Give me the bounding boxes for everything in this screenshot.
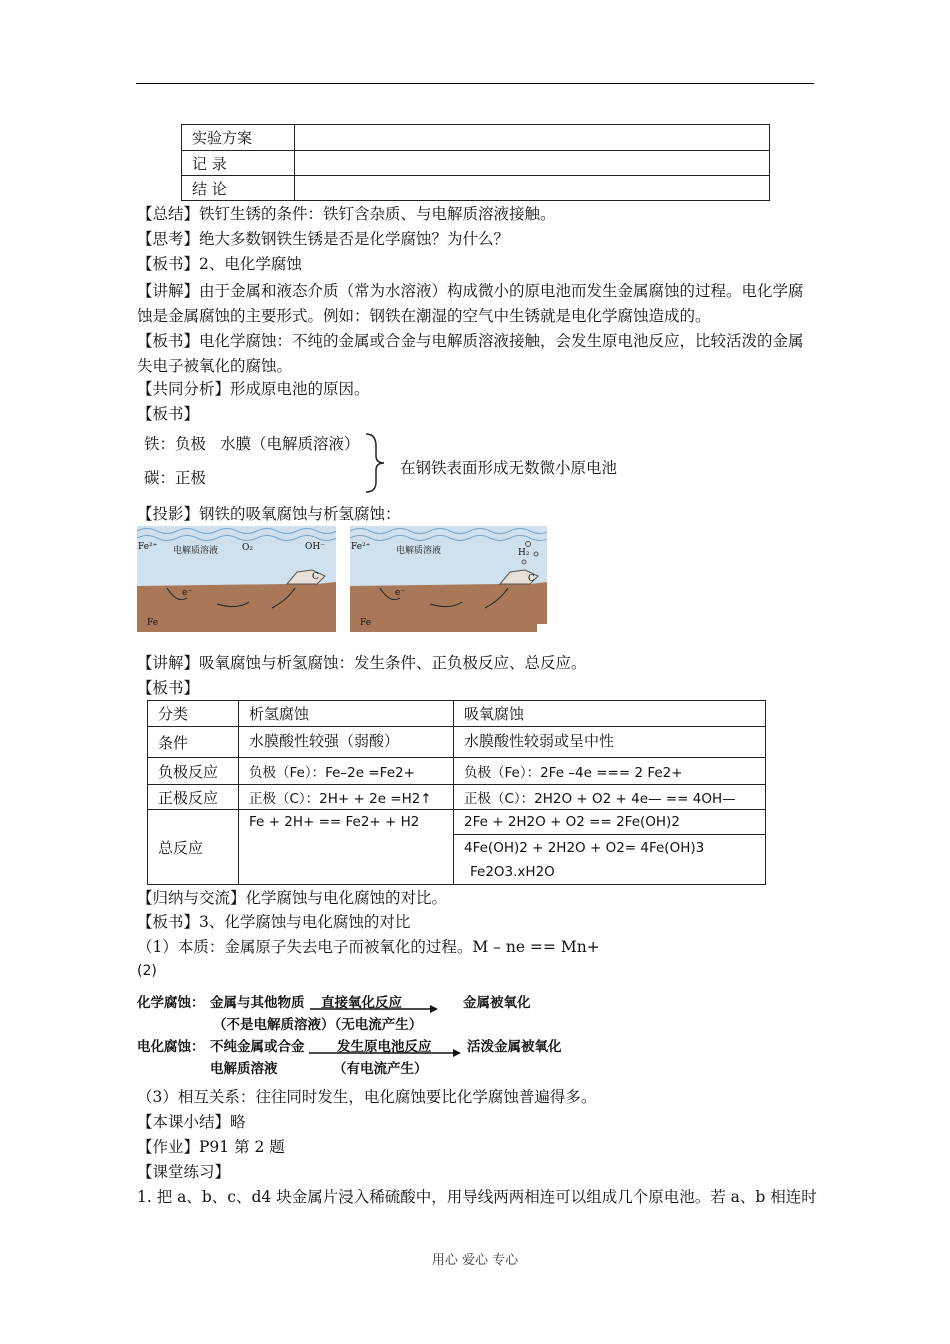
total-hydrogen: Fe + 2H+ == Fe2+ + H2 [239, 810, 454, 885]
oxygen-corrosion-image [137, 526, 336, 632]
total-oxygen-rest [454, 835, 766, 885]
solution-label-left: 电解质溶液 [173, 546, 219, 556]
chem-result-text: 金属被氧化 [463, 995, 531, 1011]
header-rule [136, 83, 814, 84]
think-line: 【思考】绝大多数钢铁生锈是否是化学腐蚀？为什么？ [137, 230, 510, 248]
elec-left-text-2: 电解质溶液 [210, 1061, 278, 1077]
exp-label-record: 记 录 [182, 151, 295, 176]
total-oxygen-2: 4Fe(OH)2 + 2H2O + O2= 4Fe(OH)3 [464, 839, 705, 856]
induce-line: 【归纳与交流】化学腐蚀与电化腐蚀的对比。 [137, 889, 448, 907]
projection-line: 【投影】钢铁的吸氧腐蚀与析氢腐蚀： [137, 505, 401, 523]
total-label: 总反应 [148, 810, 239, 885]
o2-label: O₂ [242, 543, 253, 553]
elec-left-text: 不纯金属或合金 [210, 1039, 305, 1055]
positive-hydrogen: 正极（C）：2H+ + 2e =H2↑ [239, 785, 454, 810]
iron-negative-label: 铁：负极 [144, 435, 207, 453]
oh-label: OH⁻ [305, 542, 325, 552]
corrosion-comparison-table [147, 700, 766, 885]
fe-label-right: Fe [360, 618, 372, 628]
water-film-label: 水膜（电解质溶液） [220, 435, 360, 453]
electron-label-left: e⁻ [182, 588, 193, 598]
exp-label-plan: 实验方案 [182, 125, 295, 151]
relation-line: （3）相互关系：往往同时发生，电化腐蚀要比化学腐蚀普遍得多。 [137, 1088, 597, 1106]
solution-label-right: 电解质溶液 [396, 546, 442, 556]
experiment-table [181, 124, 770, 201]
header-category: 分类 [148, 701, 239, 727]
board-paragraph-2: 【板书】电化学腐蚀：不纯的金属或合金与电解质溶液接触，会发生原电池反应，比较活泼的金属失电子被氧化的腐蚀。 [137, 332, 804, 375]
summary-line: 【总结】铁钉生锈的条件：铁钉含杂质、与电解质溶液接触。 [137, 205, 556, 223]
elec-arrow-text: 发生原电池反应 [337, 1039, 432, 1055]
positive-label: 正极反应 [148, 785, 239, 810]
curly-brace-icon [362, 432, 392, 494]
negative-hydrogen: 负极（Fe）：Fe–2e =Fe2+ [239, 758, 454, 785]
fe2-label-right: Fe²⁺ [351, 542, 371, 552]
condition-hydrogen: 水膜酸性较强（弱酸） [239, 727, 454, 758]
header-hydrogen: 析氢腐蚀 [239, 701, 454, 727]
elec-result-text: 活泼金属被氧化 [467, 1039, 562, 1055]
negative-label: 负极反应 [148, 758, 239, 785]
header-oxygen: 吸氧腐蚀 [454, 701, 766, 727]
board-line-3: 【板书】 [137, 405, 200, 423]
question-1-line: 1. 把 a、b、c、d4 块金属片浸入稀硫酸中，用导线两两相连可以组成几个原电池。若 a、b 相连时 [137, 1188, 817, 1206]
exp-value-plan [295, 125, 770, 151]
chem-left-text: 金属与其他物质 [210, 995, 305, 1011]
exp-value-conclusion [295, 176, 770, 201]
battery-formation-figure [140, 428, 660, 498]
analysis-line: 【共同分析】形成原电池的原因。 [137, 380, 370, 398]
condition-label: 条件 [148, 727, 239, 758]
lesson-summary-line: 【本课小结】略 [137, 1113, 246, 1131]
battery-result-label: 在钢铁表面形成无数微小原电池 [400, 459, 618, 477]
positive-oxygen: 正极（C）：2H2O + O2 + 4e— == 4OH— [454, 785, 766, 810]
corrosion-flow-figure [137, 986, 587, 1076]
elec-corrosion-label: 电化腐蚀： [137, 1039, 205, 1055]
essence-line: （1）本质：金属原子失去电子而被氧化的过程。M – ne == Mn+ [137, 938, 600, 956]
chem-corrosion-label: 化学腐蚀： [137, 995, 205, 1011]
carbon-positive-label: 碳：正极 [144, 469, 207, 487]
item-2-label: (2) [137, 963, 157, 979]
chem-note-text: （不是电解质溶液）（无电流产生） [213, 1017, 423, 1033]
chem-arrow-text: 直接氧化反应 [321, 995, 402, 1011]
electron-label-right: e⁻ [395, 588, 406, 598]
h2-label: H₂ [518, 548, 530, 558]
homework-line: 【作业】P91 第 2 题 [137, 1138, 285, 1156]
total-oxygen-3: Fe2O3.xH2O [470, 863, 555, 880]
lecture-line-2: 【讲解】吸氧腐蚀与析氢腐蚀：发生条件、正负极反应、总反应。 [137, 654, 587, 672]
board-line-5: 【板书】3、化学腐蚀与电化腐蚀的对比 [137, 913, 411, 931]
total-oxygen-1: 2Fe + 2H2O + O2 == 2Fe(OH)2 [454, 810, 766, 835]
board-line-1: 【板书】2、电化学腐蚀 [137, 255, 302, 273]
condition-oxygen: 水膜酸性较弱或呈中性 [454, 727, 766, 758]
fe2-label-left: Fe²⁺ [138, 542, 158, 552]
hydrogen-corrosion-image [350, 526, 547, 632]
exp-label-conclusion: 结 论 [182, 176, 295, 201]
lecture-paragraph-1: 【讲解】由于金属和液态介质（常为水溶液）构成微小的原电池而发生金属腐蚀的过程。电化学腐蚀是金属腐蚀的主要形式。例如：钢铁在潮湿的空气中生锈就是电化学腐蚀造成的。 [137, 282, 804, 325]
elec-note-text: （有电流产生） [333, 1061, 428, 1077]
practice-line: 【课堂练习】 [137, 1163, 231, 1181]
negative-oxygen: 负极（Fe）：2Fe –4e === 2 Fe2+ [454, 758, 766, 785]
carbon-label-left: C [312, 572, 319, 582]
exp-value-record [295, 151, 770, 176]
hydrogen-corrosion-illustration [350, 526, 547, 632]
page-footer: 用心 爱心 专心 [431, 1253, 519, 1268]
board-line-4: 【板书】 [137, 679, 200, 697]
carbon-label-right: C [528, 574, 535, 584]
fe-label-left: Fe [147, 618, 159, 628]
